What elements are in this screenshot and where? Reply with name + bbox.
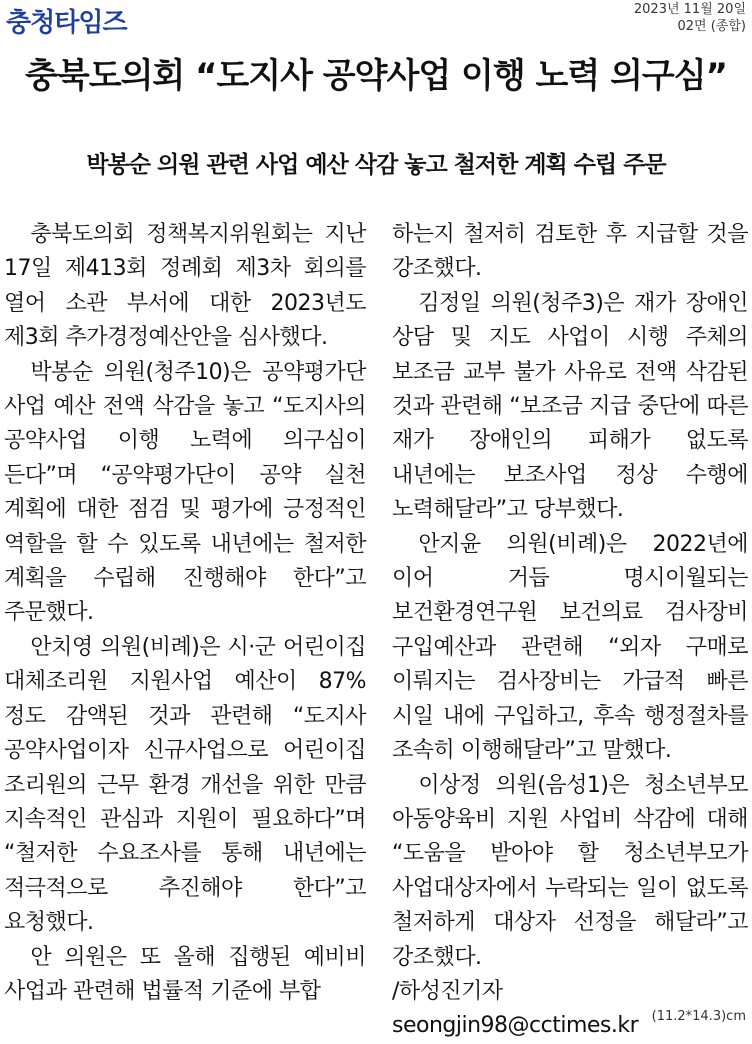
paragraph: 이상정 의원(음성1)은 청소년부모 아동양육비 지원 사업비 삭감에 대해 “도움을 받아야 할 청소년부모가 사업대상자에서 누락되는 일이 없도록 철저하게 대상자 선정을 해달라”고 강조했다.	[392, 772, 748, 970]
paragraph: 김정일 의원(청주3)은 재가 장애인 상담 및 지도 사업이 시행 주체의 보조금 교부 불가 사유로 전액 삭감된 것과 관련해 “보조금 지급 중단에 따른 재가 장애인의 피해가 없도록 내년에는 보조사업 정상 수행에 노력해달라”고 당부했다.	[392, 290, 748, 523]
paragraph: 안 의원은 또 올해 집행된 예비비 사업과 관련해 법률적 기준에 부합	[4, 944, 366, 1004]
page-section: 02면 (종합)	[677, 19, 746, 34]
paragraph: 하는지 철저히 검토한 후 지급할 것을 강조했다.	[392, 222, 748, 282]
subheadline: 박봉순 의원 관련 사업 예산 삭감 놓고 철저한 계획 수립 주문	[86, 152, 666, 178]
date-info	[634, 1, 746, 35]
paragraph: 안지윤 의원(비례)은 2022년에 이어 거듭 명시이월되는 보건환경연구원 보건의료 검사장비 구입예산과 관련해 “외자 구매로 이뤄지는 검사장비는 가급적 빠른 시일 내에 구입하고, 후속 행정절차를 조속히 이행해달라”고 말했다.	[392, 531, 748, 764]
article-column-right	[392, 218, 748, 1044]
paragraph: 안치영 의원(비례)은 시·군 어린이집 대체조리원 지원사업 예산이 87% 정도 감액된 것과 관련해 “도지사 공약사업이자 신규사업으로 어린이집 조리원의 근무 환경 개선을 위한 만큼 지속적인 관심과 지원이 필요하다”며 “철저한 수요조사를 통해 내년에는 적극적으로 추진해야 한다”고 요청했다.	[4, 634, 366, 936]
publication-logo: 충청타임즈	[6, 8, 127, 38]
headline: 충북도의회 “도지사 공약사업 이행 노력 의구심”	[25, 56, 727, 96]
article-column-left	[4, 218, 366, 1009]
clip-size: (11.2*14.3)cm	[651, 1009, 746, 1024]
issue-date: 2023년 11월 20일	[633, 2, 746, 17]
paragraph: 충북도의회 정책복지위원회는 지난 17일 제413회 정례회 제3차 회의를 열어 소관 부서에 대한 2023년도 제3회 추가경정예산안을 심사했다.	[4, 222, 366, 351]
byline: /하성진기자	[392, 978, 503, 1004]
reporter-email[interactable]: seongjin98@cctimes.kr	[392, 1013, 639, 1039]
paragraph: 박봉순 의원(청주10)은 공약평가단 사업 예산 전액 삭감을 놓고 “도지사의 공약사업 이행 노력에 의구심이 든다”며 “공약평가단이 공약 실천 계획에 대한 점검 및 평가에 긍정적인 역할을 할 수 있도록 내년에는 철저한 계획을 수립해 진행해야 한다”고 주문했다.	[4, 359, 366, 626]
